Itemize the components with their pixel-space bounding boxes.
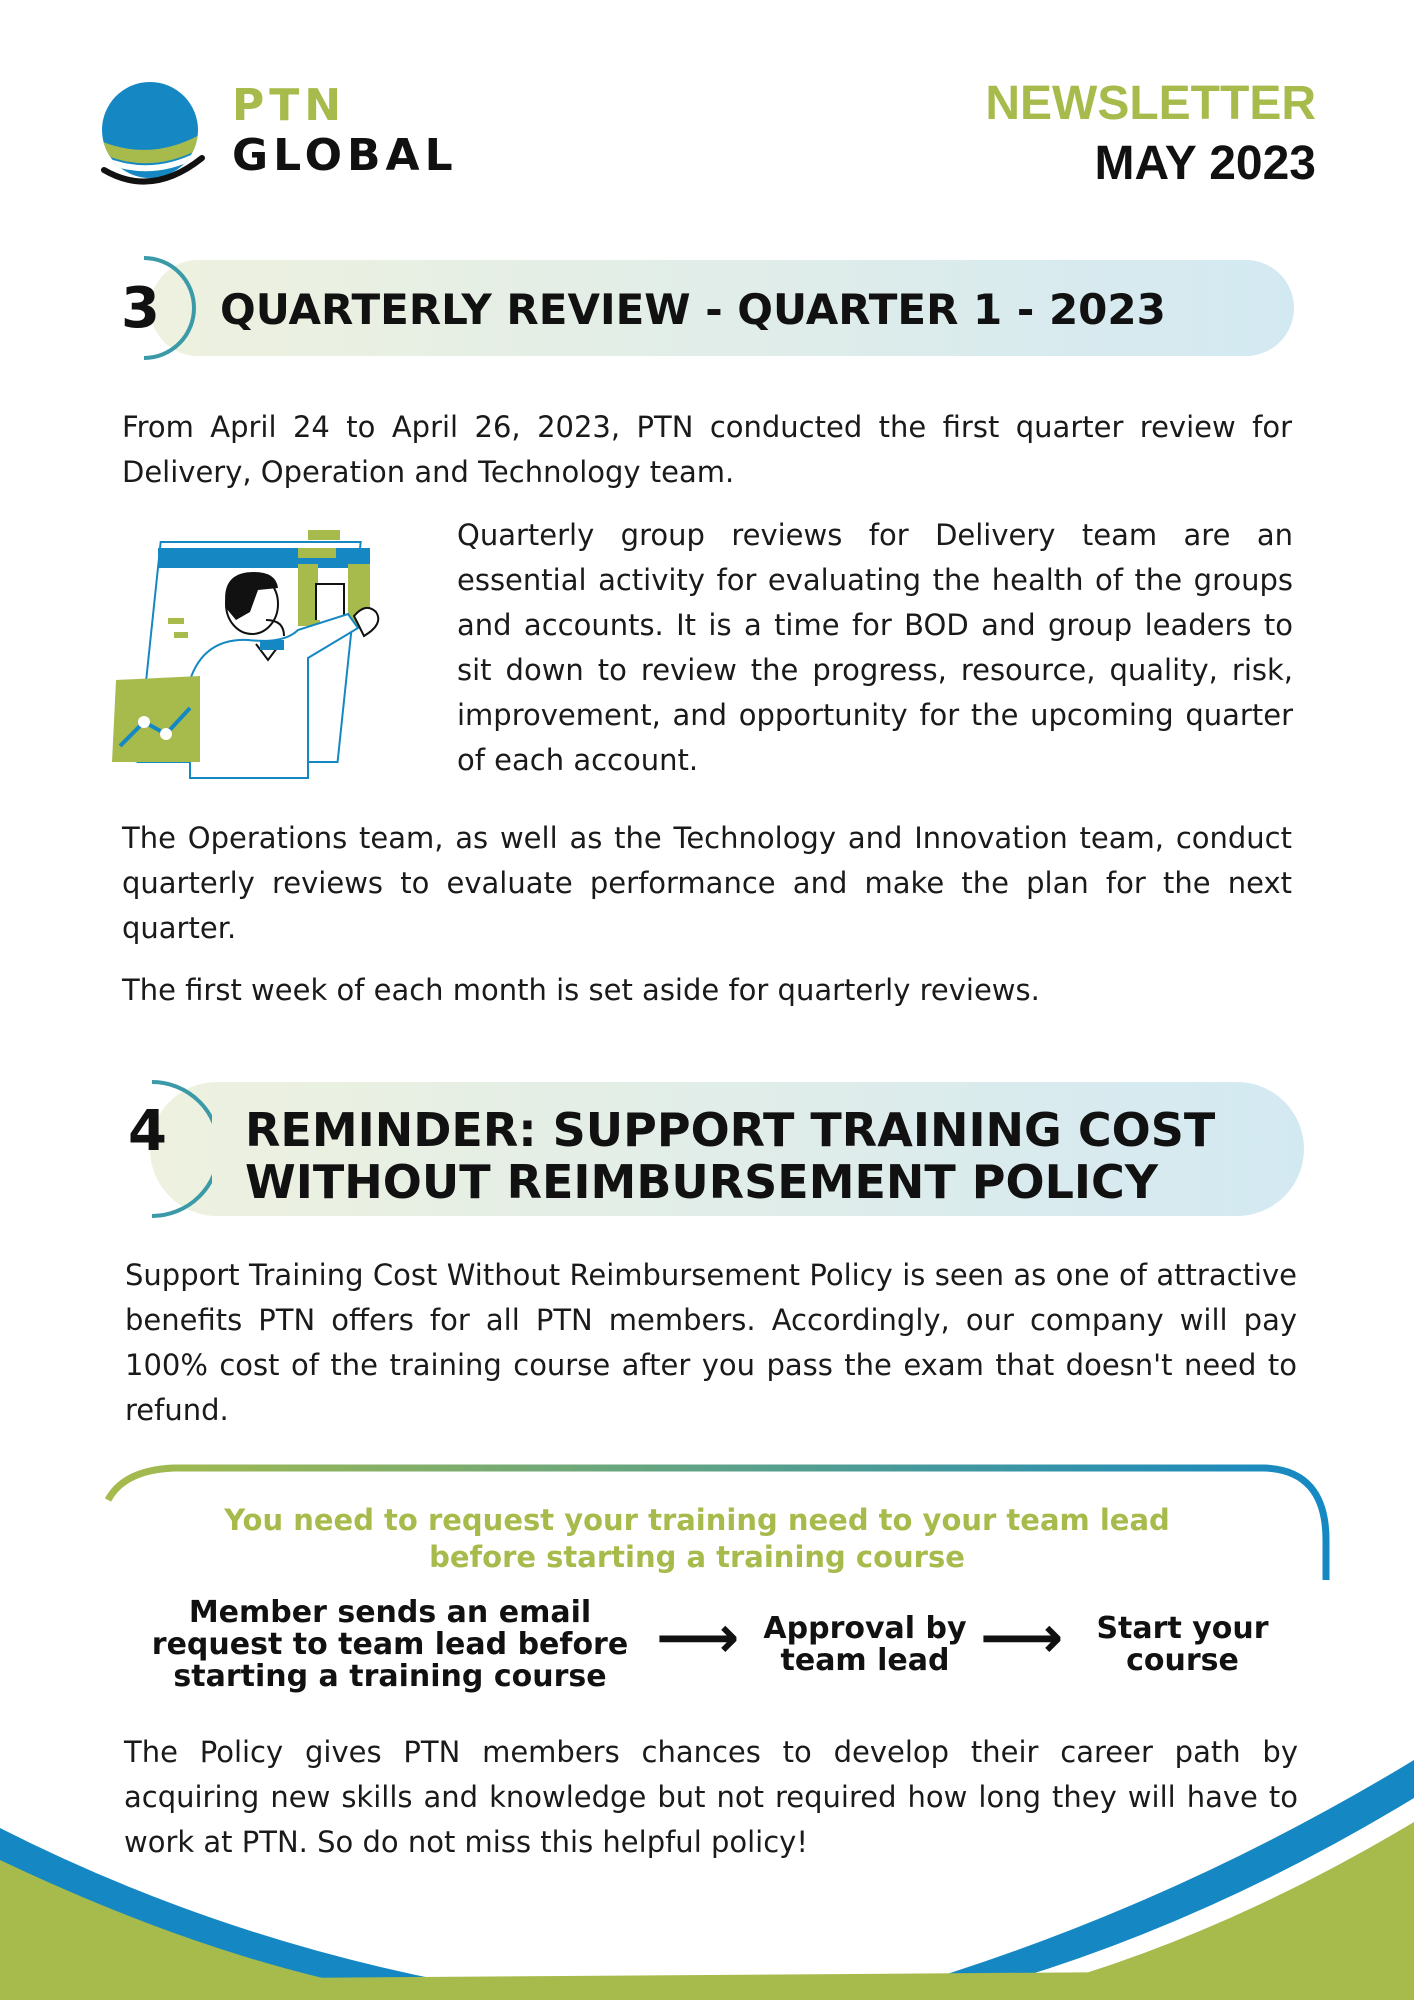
globe-logo-icon — [98, 78, 208, 196]
section-3-body-2: The Operations team, as well as the Technology and Innovation team, conduct quarterly reviews to evaluate performance and make the plan for the next quarter. — [122, 821, 1292, 945]
flow-note-line2: before starting a training course — [429, 1540, 965, 1574]
flow-step-email-request: Member sends an email request to team lead before starting a training course — [151, 1595, 629, 1694]
brand-name-line1: PTN — [232, 80, 347, 131]
section-4-title-line1: REMINDER: SUPPORT TRAINING COST — [245, 1103, 1216, 1157]
flow-arrow-2: ⟶ — [980, 1603, 1064, 1671]
section-3-intro: From April 24 to April 26, 2023, PTN conducted the first quarter review for Delivery, Operation and Technology team. — [122, 410, 1292, 489]
newsletter-date: MAY 2023 — [1094, 137, 1316, 190]
brand-name-line2: GLOBAL — [232, 130, 458, 181]
flow-note-line1: You need to request your training need to your team lead — [224, 1503, 1170, 1537]
flow-step-start-course: Start your course — [1096, 1611, 1269, 1678]
newsletter-label: NEWSLETTER — [985, 77, 1316, 130]
flow-arrow-1: ⟶ — [656, 1603, 740, 1671]
section-4-body-1: Support Training Cost Without Reimbursement Policy is seen as one of attractive benefits PTN offers for all PTN members. Accordingly, our company will pay 100% cost of the training course after you pass the exam that doesn't need to refund. — [125, 1258, 1297, 1427]
section-4-body-2: The Policy gives PTN members chances to develop their career path by acquiring new skills and knowledge but not required how long they will have to work at PTN. So do not miss this helpful policy! — [124, 1735, 1298, 1859]
review-illustration-icon — [108, 520, 418, 782]
section-3-title: QUARTERLY REVIEW - QUARTER 1 - 2023 — [220, 285, 1166, 334]
section-4-title-line2: WITHOUT REIMBURSEMENT POLICY — [245, 1155, 1159, 1209]
section-3-number: 3 — [121, 276, 160, 341]
section-4-number: 4 — [128, 1099, 167, 1164]
section-3-body-3: The first week of each month is set aside for quarterly reviews. — [122, 973, 1040, 1007]
section-3-body-1: Quarterly group reviews for Delivery team are an essential activity for evaluating the health of the groups and accounts. It is a time for BOD and group leaders to sit down to review the progress, resource, quality, risk, improvement, and opportunity for the upcoming quarter of each account. — [457, 518, 1293, 777]
flow-step-approval: Approval by team lead — [763, 1611, 967, 1678]
